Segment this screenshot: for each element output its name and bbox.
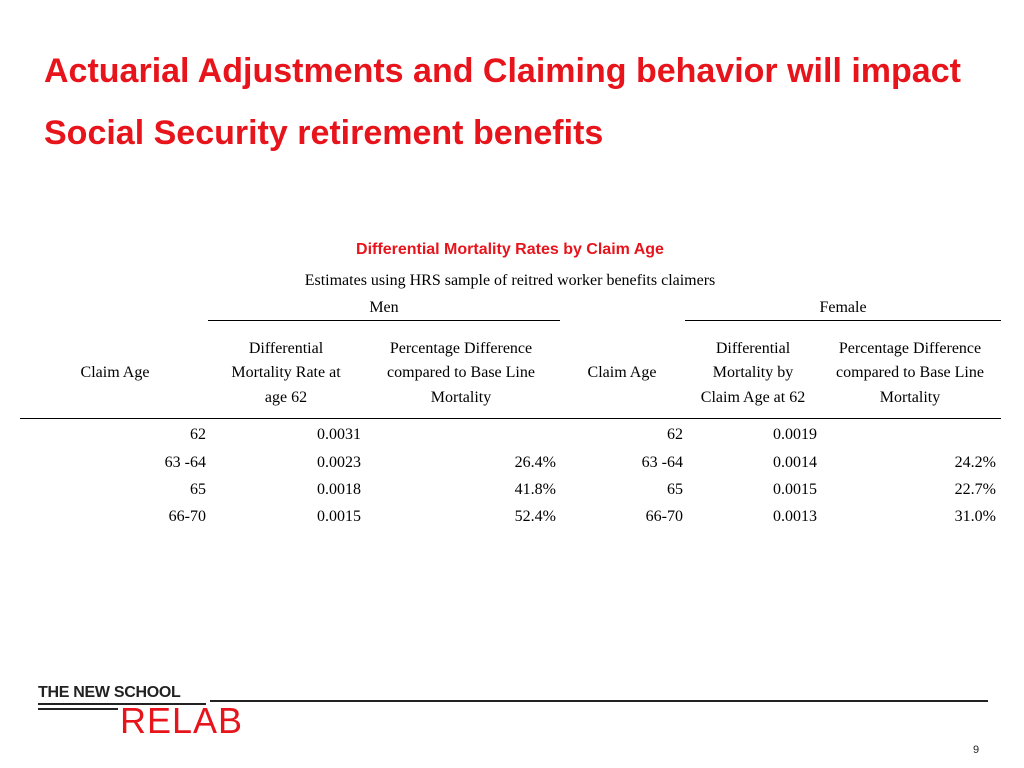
men-rate-cell: 0.0015 [317,508,361,525]
logo-bottom-text: RELAB [120,700,244,741]
header-men-claim-age: Claim Age [80,364,150,382]
slide-title: Actuarial Adjustments and Claiming behavior will impact Social Security retirement benefits [44,52,961,152]
men-claim-age-cell: 63 -64 [164,454,206,471]
header-female-pct: Percentage Difference compared to Base Line Mortality [836,339,984,406]
men-rate-cell: 0.0018 [317,481,361,498]
logo-top-text: THE NEW SCHOOL [38,684,181,701]
header-female-claim-age: Claim Age [587,364,657,382]
header-rule [20,418,1001,419]
men-claim-age-cell: 62 [190,426,206,443]
group-label-men: Men [369,299,399,316]
group-label-female: Female [819,299,867,316]
female-pct-cell: 31.0% [954,508,996,525]
logo-rule-short [38,708,118,710]
table-title: Differential Mortality Rates by Claim Age [356,241,664,258]
female-rate-cell: 0.0019 [773,426,817,443]
female-claim-age-cell: 63 -64 [641,454,683,471]
female-claim-age-cell: 62 [667,426,683,443]
female-claim-age-cell: 66-70 [645,508,683,525]
female-pct-cell: 22.7% [954,481,996,498]
female-rate-cell: 0.0014 [773,454,817,471]
new-school-relab-logo [38,684,278,744]
header-men-rate: Differential Mortality Rate at age 62 [231,339,341,406]
female-claim-age-cell: 65 [667,481,683,498]
men-pct-cell: 52.4% [514,508,556,525]
table-subtitle: Estimates using HRS sample of reitred worker benefits claimers [304,272,716,289]
men-rate-cell: 0.0031 [317,426,361,443]
female-group-underline [685,320,1001,321]
footer-rule [210,700,988,702]
men-claim-age-cell: 66-70 [168,508,206,525]
header-men-pct: Percentage Difference compared to Base Line Mortality [387,339,535,406]
header-female-rate: Differential Mortality by Claim Age at 62 [700,339,806,406]
female-pct-cell: 24.2% [954,454,996,471]
men-pct-cell: 26.4% [514,454,556,471]
female-rate-cell: 0.0013 [773,508,817,525]
female-rate-cell: 0.0015 [773,481,817,498]
men-pct-cell: 41.8% [514,481,556,498]
page-number: 9 [972,744,980,756]
men-group-underline [208,320,560,321]
men-claim-age-cell: 65 [190,481,206,498]
men-rate-cell: 0.0023 [317,454,361,471]
